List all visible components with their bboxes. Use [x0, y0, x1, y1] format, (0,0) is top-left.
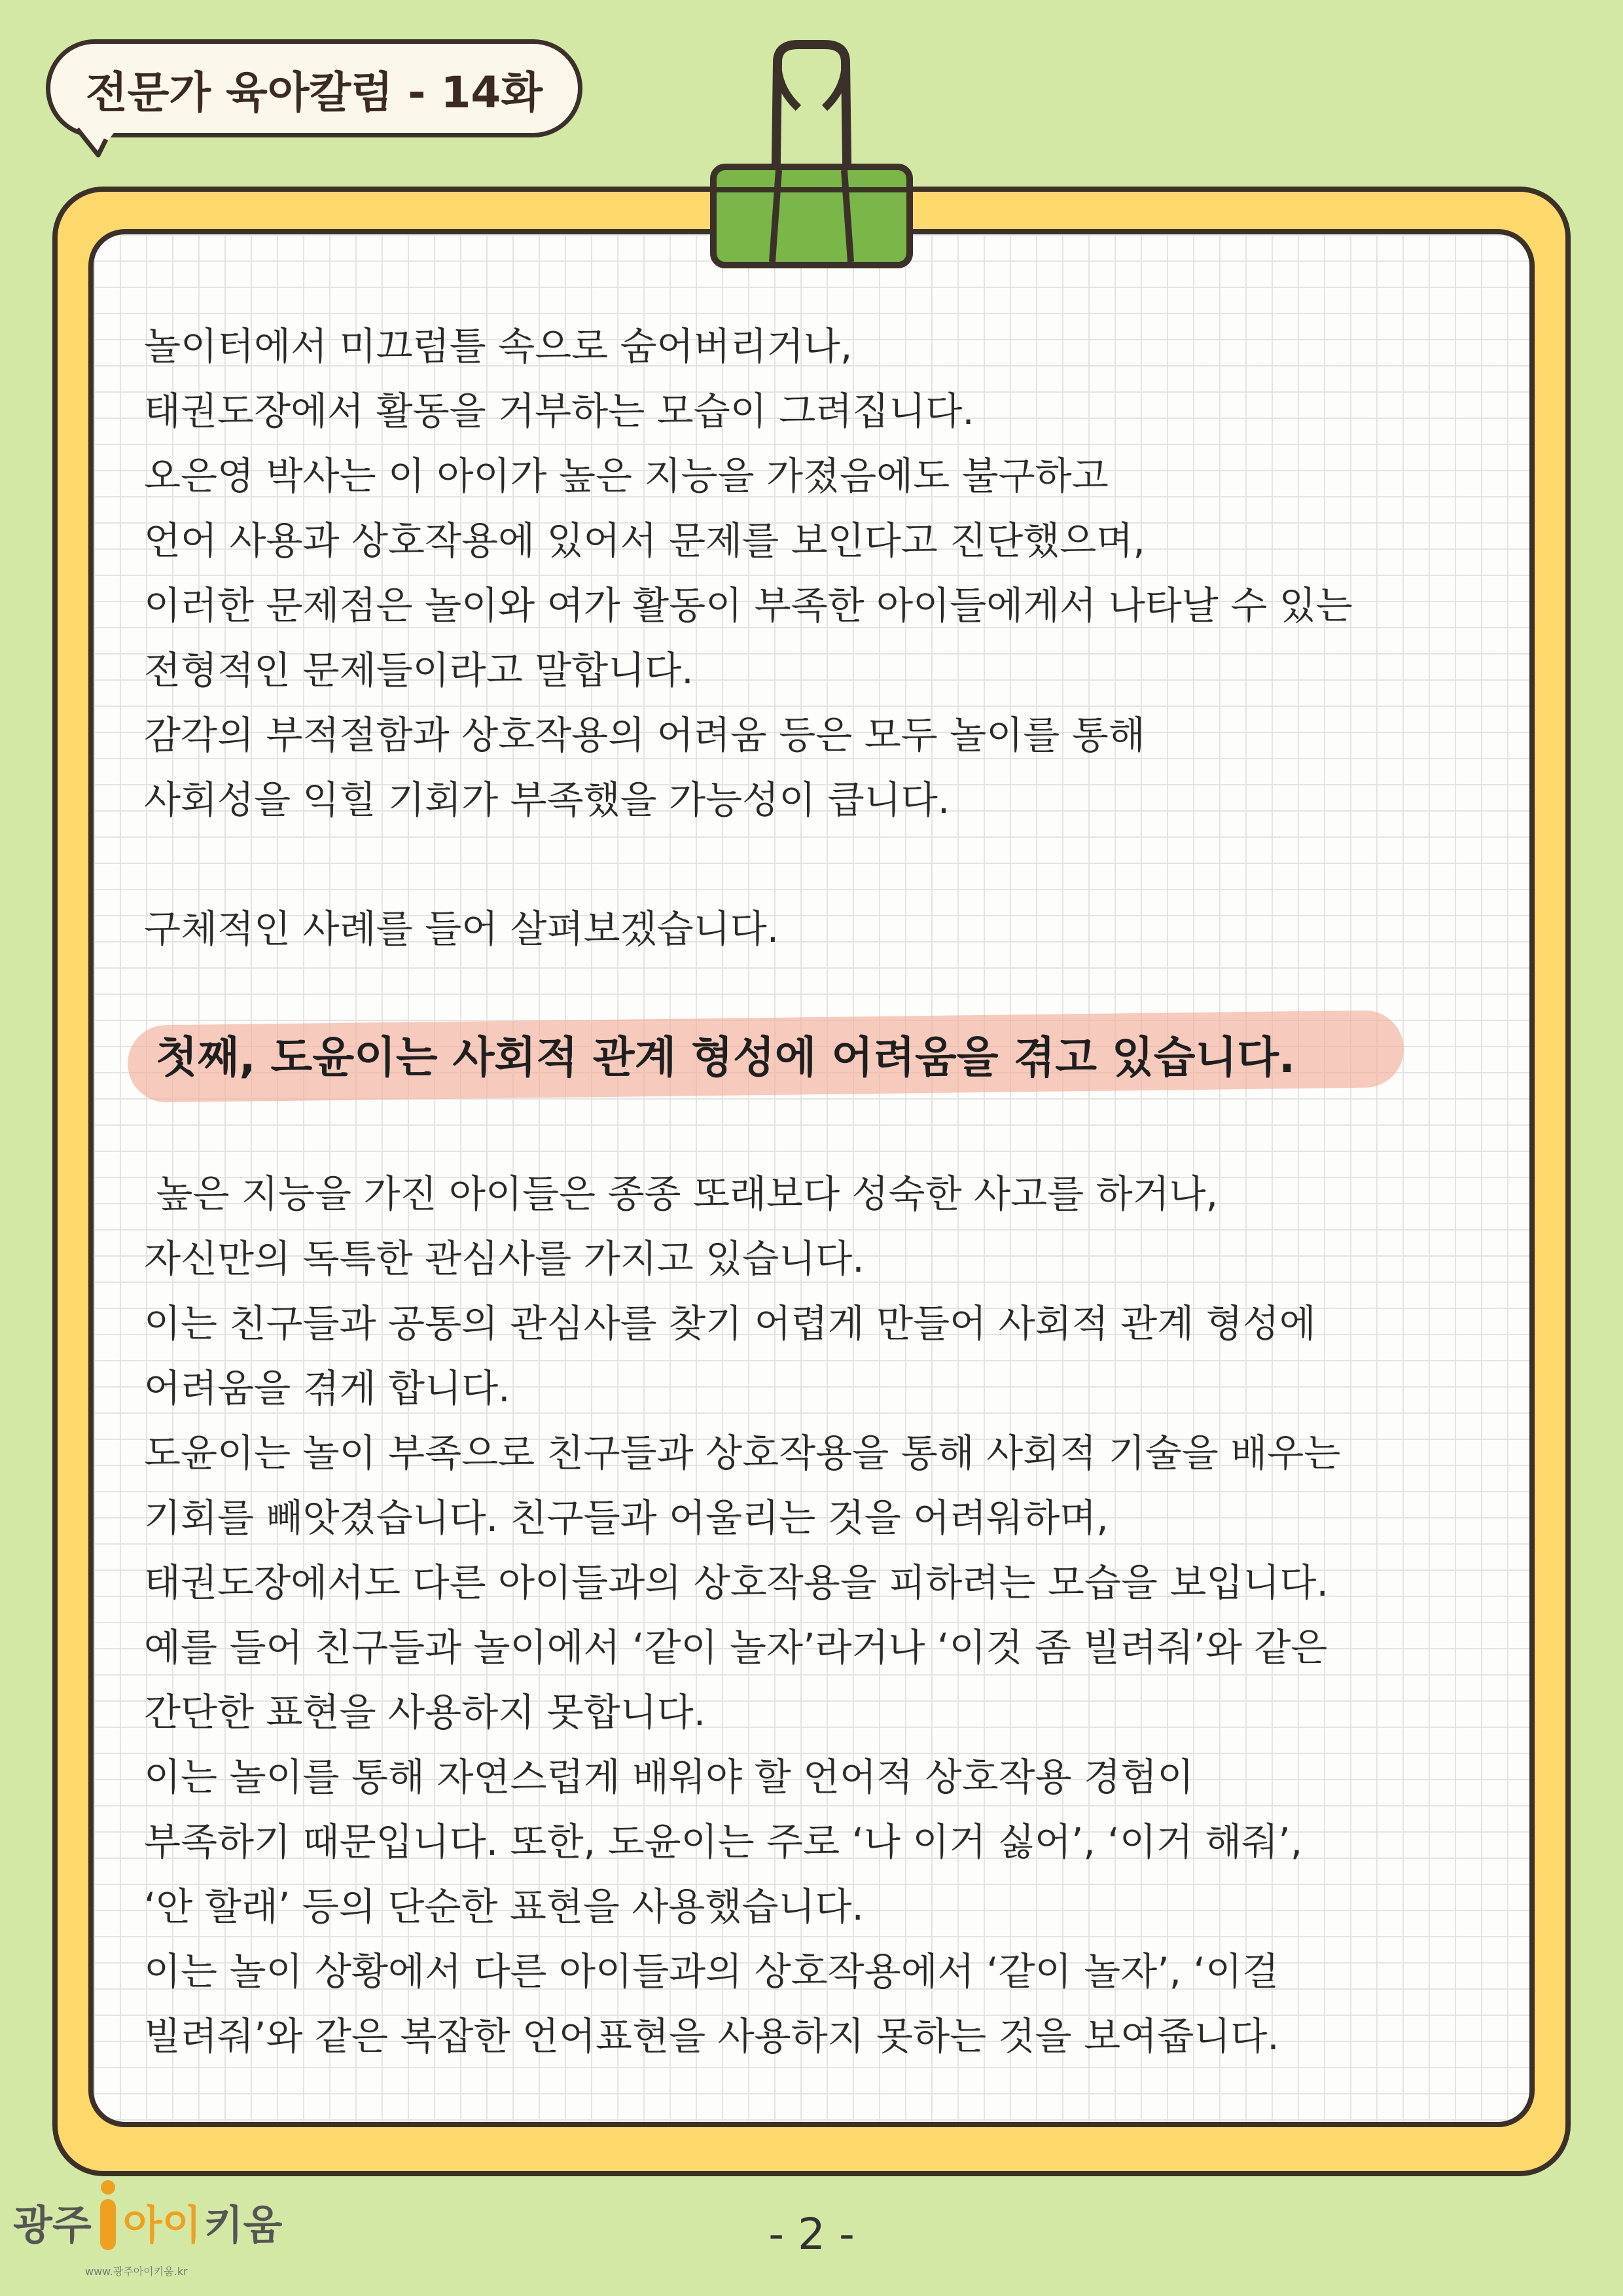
- text-line: 부족하기 때문입니다. 또한, 도윤이는 주로 ‘나 이거 싫어’, ‘이거 해줘’,: [144, 1820, 1303, 1864]
- text-line: 높은 지능을 가진 아이들은 종종 또래보다 성숙한 사고를 하거나,: [144, 1172, 1219, 1216]
- text-line: 도윤이는 놀이 부족으로 친구들과 상호작용을 통해 사회적 기술을 배우는: [144, 1431, 1341, 1475]
- person-i-icon: [97, 2179, 119, 2251]
- page-number: - 2 -: [768, 2209, 855, 2259]
- text-line: 어려움을 겪게 합니다.: [144, 1366, 510, 1410]
- text-line: 사회성을 익힐 기회가 부족했을 가능성이 큽니다.: [144, 778, 950, 822]
- text-line: 놀이터에서 미끄럼틀 속으로 숨어버리거나,: [144, 324, 853, 368]
- binder-clip-icon: [707, 39, 916, 275]
- logo-text-ai: 아이: [122, 2201, 202, 2249]
- text-line: 이러한 문제점은 놀이와 여가 활동이 부족한 아이들에게서 나타날 수 있는: [144, 583, 1353, 628]
- text-line: 이는 친구들과 공통의 관심사를 찾기 어렵게 만들어 사회적 관계 형성에: [144, 1301, 1316, 1346]
- text-line: 간단한 표현을 사용하지 못합니다.: [144, 1690, 706, 1734]
- intro-paragraph: [144, 314, 1518, 833]
- text-line: 빌려줘’와 같은 복잡한 언어표현을 사용하지 못하는 것을 보여줍니다.: [144, 2014, 1279, 2058]
- logo-url: www.광주아이키움.kr: [85, 2265, 188, 2278]
- text-line: 구체적인 사례를 들어 살펴보겠습니다.: [144, 906, 779, 951]
- text-line: 태권도장에서도 다른 아이들과의 상호작용을 피하려는 모습을 보입니다.: [144, 1560, 1329, 1605]
- logo-text-gwangju: 광주: [13, 2201, 92, 2249]
- gwangju-aikium-logo[interactable]: [13, 2179, 282, 2251]
- text-line: 예를 들어 친구들과 놀이에서 ‘같이 놀자’라거나 ‘이것 좀 빌려줘’와 같은: [144, 1625, 1328, 1670]
- text-line: 전형적인 문제들이라고 말합니다.: [144, 648, 694, 692]
- section-heading: 첫째, 도윤이는 사회적 관계 형성에 어려움을 겪고 있습니다.: [156, 1032, 1296, 1083]
- lead-paragraph: [144, 897, 1518, 961]
- text-line: ‘안 할래’ 등의 단순한 표현을 사용했습니다.: [144, 1884, 864, 1929]
- text-line: 이는 놀이 상황에서 다른 아이들과의 상호작용에서 ‘같이 놀자’, ‘이걸: [144, 1949, 1279, 1994]
- speech-bubble-tail-icon: [72, 128, 131, 167]
- text-line: 오은영 박사는 이 아이가 높은 지능을 가졌음에도 불구하고: [144, 454, 1109, 498]
- text-line: 태권도장에서 활동을 거부하는 모습이 그려집니다.: [144, 389, 974, 433]
- logo-text-kium: 키움: [204, 2201, 283, 2249]
- text-line: 이는 놀이를 통해 자연스럽게 배워야 할 언어적 상호작용 경험이: [144, 1755, 1194, 1799]
- badge-title: 전문가 육아칼럼 - 14화: [85, 67, 543, 118]
- text-line: 기회를 빼앗겼습니다. 친구들과 어울리는 것을 어려워하며,: [144, 1496, 1109, 1540]
- text-line: 언어 사용과 상호작용에 있어서 문제를 보인다고 진단했으며,: [144, 518, 1145, 563]
- body-paragraph: [144, 1162, 1518, 2069]
- text-line: 자신만의 독특한 관심사를 가지고 있습니다.: [144, 1236, 865, 1281]
- column-badge: [46, 39, 582, 137]
- text-line: 감각의 부적절함과 상호작용의 어려움 등은 모두 놀이를 통해: [144, 713, 1145, 757]
